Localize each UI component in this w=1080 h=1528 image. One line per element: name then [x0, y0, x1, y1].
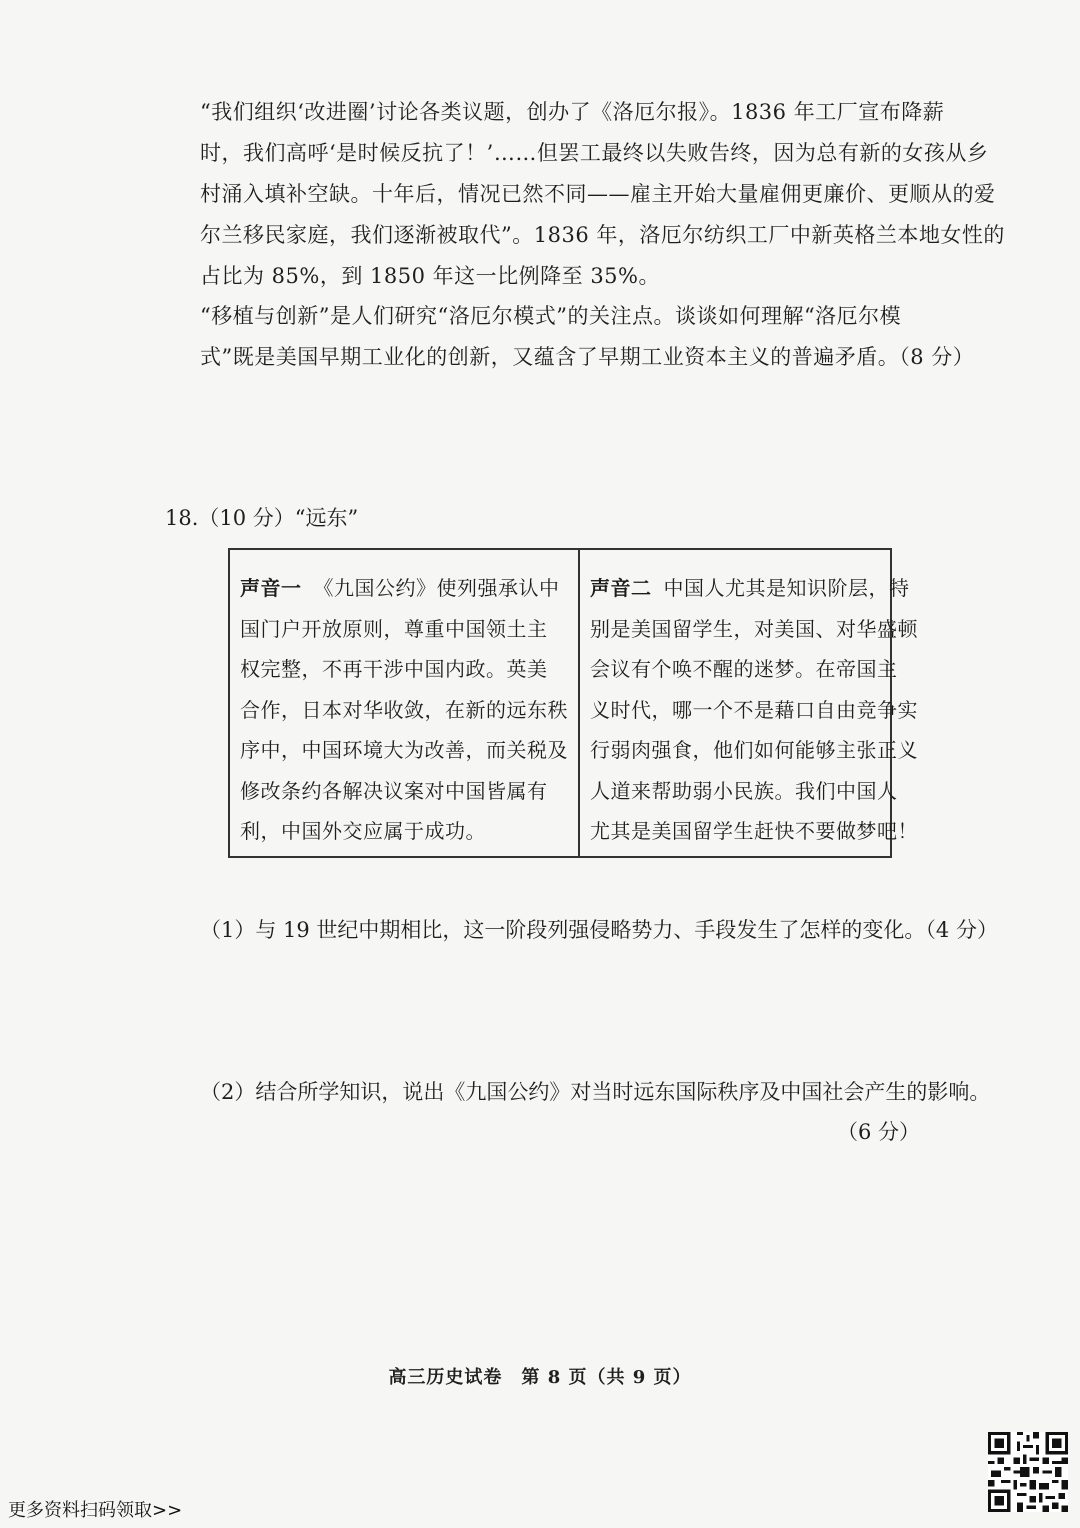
voice-line: 行弱肉强食，他们如何能够主张正义 [590, 738, 918, 762]
voice-line: 义时代，哪一个不是藉口自由竞争实 [590, 697, 918, 722]
voice-one-cell [230, 550, 578, 856]
prompt-line: 式”既是美国早期工业化的创新，又蕴含了早期工业资本主义的普遍矛盾。（8 分） [200, 345, 975, 369]
voice-line: 中国人尤其是知识阶层，特 [663, 576, 910, 600]
voice-line: 权完整，不再干涉中国内政。英美 [240, 657, 548, 681]
voice-line: 序中，中国环境大为改善，而关税及 [240, 738, 568, 762]
source-passage [200, 92, 1005, 297]
passage-line: 时，我们高呼‘是时候反抗了！’……但罢工最终以失败告终，因为总有新的女孩从乡 [200, 141, 989, 165]
voice-line: 修改条约各解决议案对中国皆属有 [240, 778, 548, 803]
voice-line: 人道来帮助弱小民族。我们中国人 [590, 778, 898, 803]
passage-line: “我们组织‘改进圈’讨论各类议题，创办了《洛厄尔报》。1836 年工厂宣布降薪 [200, 100, 945, 124]
voice-line: 《九国公约》使列强承认中 [313, 576, 560, 600]
passage-line: 尔兰移民家庭，我们逐渐被取代”。1836 年，洛厄尔纺织工厂中新英格兰本地女性的 [200, 223, 1005, 247]
voice-line: 合作，日本对华收敛，在新的远东秩 [240, 697, 568, 722]
question17-prompt [200, 296, 975, 378]
page-footer: 高三历史试卷 第 8 页（共 9 页） [388, 1367, 692, 1388]
sub-question-2-score: （6 分） [836, 1120, 920, 1144]
voices-table [228, 548, 918, 858]
voice-two-cell [578, 550, 928, 856]
promo-text[interactable]: 更多资料扫码领取>> [8, 1500, 183, 1521]
passage-line: 村涌入填补空缺。十年后，情况已然不同——雇主开始大量雇佣更廉价、更顺从的爱 [200, 182, 996, 206]
voice-one-head: 声音一 [240, 576, 302, 600]
qr-code-icon[interactable] [988, 1432, 1068, 1512]
question18-title: 18.（10 分）“远东” [165, 506, 359, 530]
voice-two-head: 声音二 [590, 576, 652, 600]
voice-line: 尤其是美国留学生赶快不要做梦吧！ [590, 819, 918, 843]
voice-line: 利，中国外交应属于成功。 [240, 819, 486, 843]
prompt-line: “移植与创新”是人们研究“洛厄尔模式”的关注点。谈谈如何理解“洛厄尔模 [200, 304, 902, 328]
sub-question-2: （2）结合所学知识，说出《九国公约》对当时远东国际秩序及中国社会产生的影响。 [200, 1080, 991, 1104]
voice-line: 国门户开放原则，尊重中国领土主 [240, 616, 548, 641]
voice-line: 会议有个唤不醒的迷梦。在帝国主 [590, 657, 898, 681]
sub-question-1: （1）与 19 世纪中期相比，这一阶段列强侵略势力、手段发生了怎样的变化。（4 分） [200, 918, 998, 942]
passage-line: 占比为 85%，到 1850 年这一比例降至 35%。 [200, 264, 660, 288]
voice-line: 别是美国留学生，对美国、对华盛顿 [590, 616, 918, 641]
